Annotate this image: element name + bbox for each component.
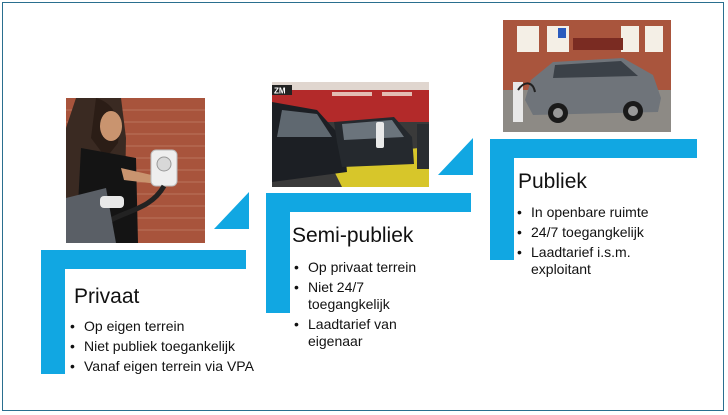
publiek-bullet: • Laadtarief i.s.m. exploitant [517, 244, 661, 278]
semi-publiek-bullet: • Op privaat terrein [294, 259, 469, 276]
publiek-title: Publiek [518, 170, 587, 193]
publiek-bullet: • In openbare ruimte [517, 204, 697, 221]
privaat-bullet: • Vanaf eigen terrein via VPA [70, 358, 254, 375]
semi-publiek-bullet: • Laadtarief van eigenaar [294, 316, 438, 350]
semi-publiek-horizontal-bar [266, 193, 471, 212]
semi-publiek-bullet: • Niet 24/7 toegangkelijk [294, 279, 418, 313]
privaat-horizontal-bar [41, 250, 246, 269]
privaat-title: Privaat [74, 285, 140, 308]
publiek-bullet-list [517, 204, 697, 281]
privaat-bullet-list [70, 318, 260, 378]
semi-publiek-bullet-list [294, 259, 469, 353]
privaat-photo [66, 98, 205, 243]
semi-publiek-arrow-corner [438, 138, 473, 175]
privaat-arrow-corner [214, 192, 249, 229]
semi-publiek-title: Semi-publiek [292, 224, 414, 247]
semi-publiek-photo [272, 82, 429, 187]
publiek-horizontal-bar [490, 139, 697, 158]
privaat-bullet: • Niet publiek toegankelijk [70, 338, 260, 355]
privaat-bullet: • Op eigen terrein [70, 318, 260, 335]
publiek-photo [503, 20, 671, 132]
publiek-bullet: • 24/7 toegangkelijk [517, 224, 697, 241]
garage-sign-text: ZM [274, 86, 286, 96]
